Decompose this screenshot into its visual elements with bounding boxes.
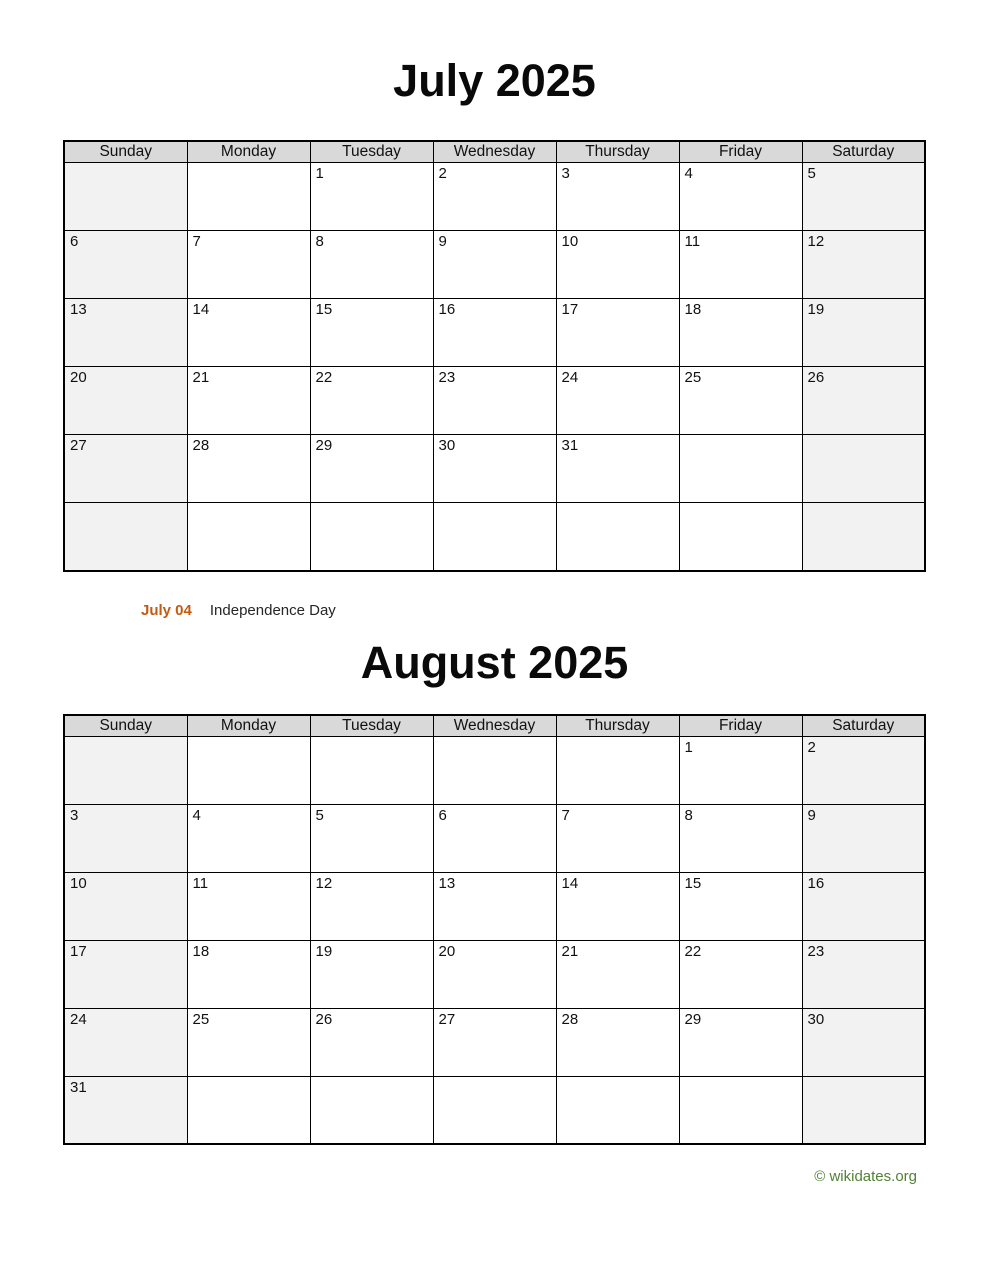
day-cell-2: 2	[802, 736, 925, 804]
weekday-header-friday: Friday	[679, 715, 802, 737]
day-cell-26: 26	[802, 367, 925, 435]
day-cell-20: 20	[64, 367, 187, 435]
week-row	[64, 1076, 925, 1144]
day-cell-4: 4	[679, 163, 802, 231]
empty-day-cell	[187, 1076, 310, 1144]
day-cell-25: 25	[187, 1008, 310, 1076]
empty-day-cell	[556, 1076, 679, 1144]
day-cell-30: 30	[433, 435, 556, 503]
day-cell-8: 8	[679, 804, 802, 872]
week-row	[64, 736, 925, 804]
empty-day-cell	[433, 736, 556, 804]
weekday-header-monday: Monday	[187, 141, 310, 163]
empty-day-cell	[556, 503, 679, 571]
day-cell-30: 30	[802, 1008, 925, 1076]
day-cell-16: 16	[433, 299, 556, 367]
day-cell-3: 3	[556, 163, 679, 231]
day-cell-31: 31	[556, 435, 679, 503]
day-cell-10: 10	[556, 231, 679, 299]
day-cell-24: 24	[64, 1008, 187, 1076]
empty-day-cell	[310, 503, 433, 571]
day-cell-12: 12	[802, 231, 925, 299]
week-row	[64, 299, 925, 367]
day-cell-17: 17	[64, 940, 187, 1008]
day-cell-27: 27	[64, 435, 187, 503]
day-cell-14: 14	[187, 299, 310, 367]
day-cell-1: 1	[310, 163, 433, 231]
day-cell-5: 5	[802, 163, 925, 231]
day-cell-23: 23	[802, 940, 925, 1008]
week-row	[64, 503, 925, 571]
day-cell-23: 23	[433, 367, 556, 435]
day-cell-15: 15	[310, 299, 433, 367]
day-cell-28: 28	[187, 435, 310, 503]
day-cell-6: 6	[64, 231, 187, 299]
day-cell-19: 19	[802, 299, 925, 367]
weekday-header-thursday: Thursday	[556, 715, 679, 737]
day-cell-12: 12	[310, 872, 433, 940]
week-row	[64, 1008, 925, 1076]
weekday-header-tuesday: Tuesday	[310, 715, 433, 737]
month-title-july: July 2025	[393, 55, 596, 106]
holiday-note	[141, 602, 989, 622]
day-cell-11: 11	[679, 231, 802, 299]
day-cell-11: 11	[187, 872, 310, 940]
day-cell-21: 21	[187, 367, 310, 435]
calendar-table-august	[63, 714, 926, 1146]
month-section-august	[0, 636, 989, 1146]
empty-day-cell	[802, 435, 925, 503]
weekday-header-monday: Monday	[187, 715, 310, 737]
weekday-header-saturday: Saturday	[802, 141, 925, 163]
empty-day-cell	[64, 736, 187, 804]
day-cell-5: 5	[310, 804, 433, 872]
day-cell-21: 21	[556, 940, 679, 1008]
empty-day-cell	[310, 1076, 433, 1144]
empty-day-cell	[187, 736, 310, 804]
day-cell-27: 27	[433, 1008, 556, 1076]
day-cell-29: 29	[679, 1008, 802, 1076]
day-cell-17: 17	[556, 299, 679, 367]
day-cell-1: 1	[679, 736, 802, 804]
month-section-july	[0, 54, 989, 622]
day-cell-9: 9	[802, 804, 925, 872]
week-row	[64, 940, 925, 1008]
empty-day-cell	[64, 503, 187, 571]
weekday-header-thursday: Thursday	[556, 141, 679, 163]
day-cell-3: 3	[64, 804, 187, 872]
day-cell-4: 4	[187, 804, 310, 872]
weekday-header-sunday: Sunday	[64, 141, 187, 163]
week-row	[64, 804, 925, 872]
day-cell-18: 18	[187, 940, 310, 1008]
day-cell-28: 28	[556, 1008, 679, 1076]
day-cell-7: 7	[556, 804, 679, 872]
week-row	[64, 231, 925, 299]
empty-day-cell	[802, 503, 925, 571]
empty-day-cell	[556, 736, 679, 804]
weekday-header-wednesday: Wednesday	[433, 715, 556, 737]
calendar-table-july	[63, 140, 926, 572]
day-cell-7: 7	[187, 231, 310, 299]
holiday-label: Independence Day	[209, 601, 336, 619]
week-row	[64, 872, 925, 940]
empty-day-cell	[433, 1076, 556, 1144]
day-cell-13: 13	[433, 872, 556, 940]
day-cell-6: 6	[433, 804, 556, 872]
day-cell-13: 13	[64, 299, 187, 367]
weekday-header-tuesday: Tuesday	[310, 141, 433, 163]
day-cell-8: 8	[310, 231, 433, 299]
empty-day-cell	[187, 503, 310, 571]
day-cell-24: 24	[556, 367, 679, 435]
weekday-header-friday: Friday	[679, 141, 802, 163]
calendar-page	[0, 54, 989, 1185]
empty-day-cell	[679, 1076, 802, 1144]
day-cell-20: 20	[433, 940, 556, 1008]
week-row	[64, 163, 925, 231]
day-cell-18: 18	[679, 299, 802, 367]
day-cell-15: 15	[679, 872, 802, 940]
day-cell-9: 9	[433, 231, 556, 299]
day-cell-14: 14	[556, 872, 679, 940]
weekday-header-wednesday: Wednesday	[433, 141, 556, 163]
month-title-august: August 2025	[360, 636, 629, 688]
empty-day-cell	[679, 503, 802, 571]
empty-day-cell	[64, 163, 187, 231]
week-row	[64, 435, 925, 503]
day-cell-10: 10	[64, 872, 187, 940]
empty-day-cell	[433, 503, 556, 571]
day-cell-16: 16	[802, 872, 925, 940]
empty-day-cell	[310, 736, 433, 804]
empty-day-cell	[187, 163, 310, 231]
copyright-link[interactable]: © wikidates.org	[814, 1168, 917, 1185]
day-cell-25: 25	[679, 367, 802, 435]
page-footer	[0, 1168, 989, 1185]
weekday-header-saturday: Saturday	[802, 715, 925, 737]
day-cell-31: 31	[64, 1076, 187, 1144]
week-row	[64, 367, 925, 435]
day-cell-26: 26	[310, 1008, 433, 1076]
day-cell-19: 19	[310, 940, 433, 1008]
day-cell-2: 2	[433, 163, 556, 231]
empty-day-cell	[679, 435, 802, 503]
holiday-date: July 04	[141, 601, 192, 619]
day-cell-22: 22	[679, 940, 802, 1008]
day-cell-29: 29	[310, 435, 433, 503]
day-cell-22: 22	[310, 367, 433, 435]
empty-day-cell	[802, 1076, 925, 1144]
weekday-header-sunday: Sunday	[64, 715, 187, 737]
